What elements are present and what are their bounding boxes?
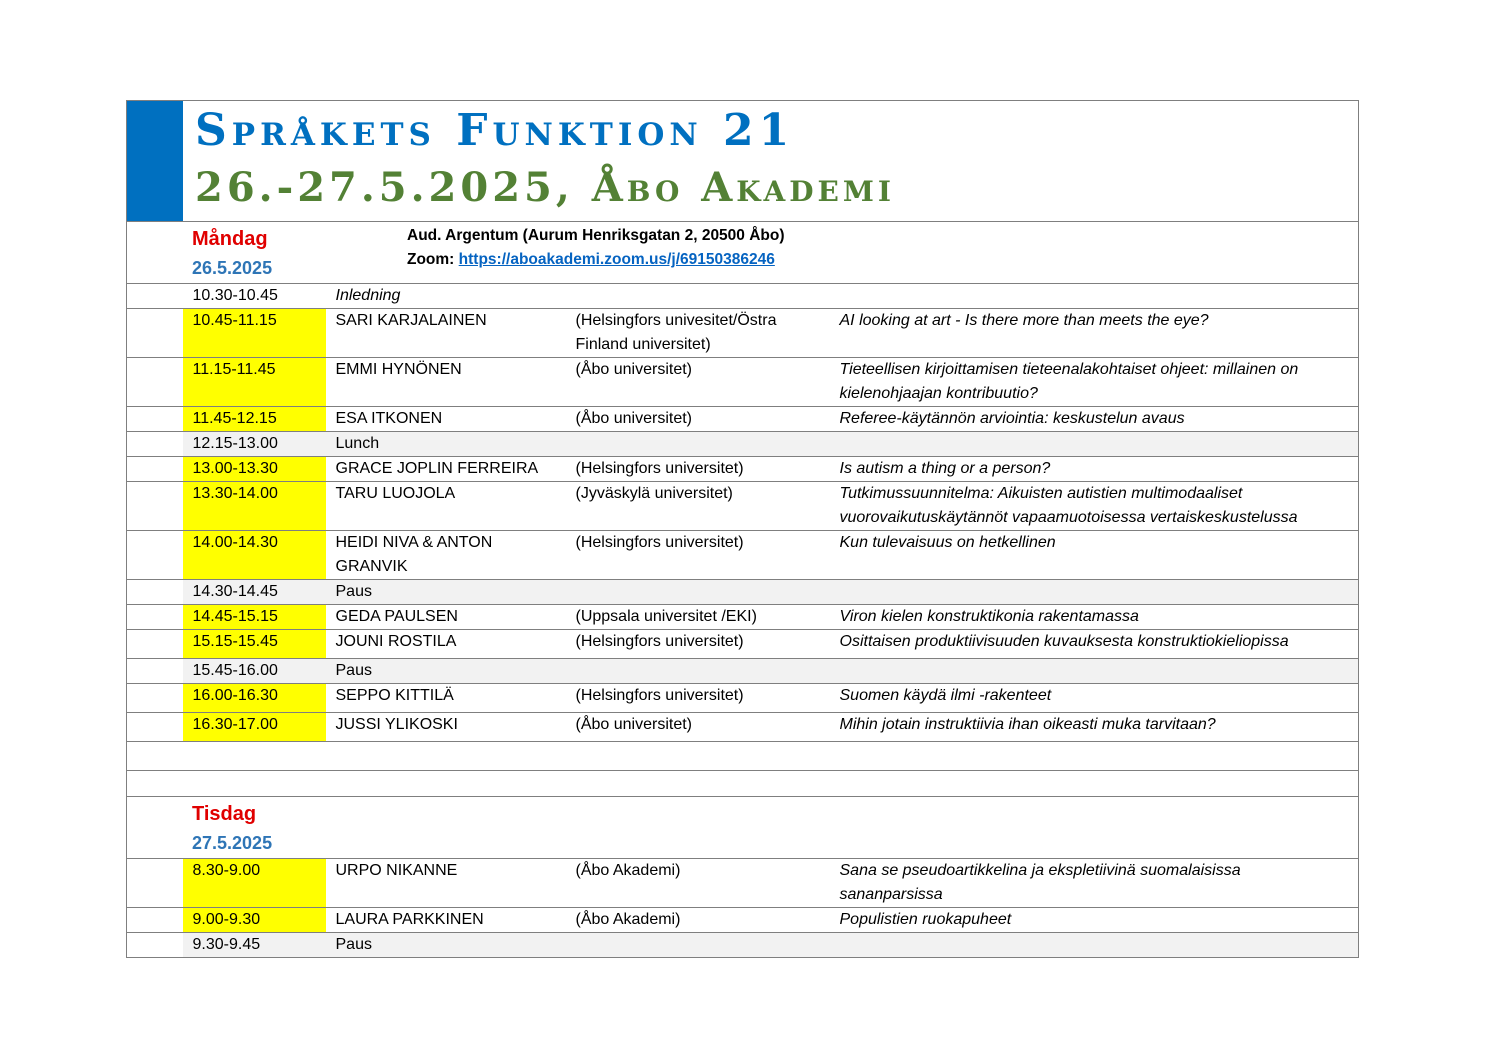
talk-title-cell [830, 580, 1359, 605]
speaker-cell: LAURA PARKKINEN [326, 907, 566, 932]
zoom-line [407, 248, 785, 272]
schedule-row [127, 605, 1359, 630]
spacer-cell [127, 284, 183, 309]
spacer-cell [127, 407, 183, 432]
affiliation-cell: (Åbo Akademi) [566, 858, 830, 907]
speaker-cell: Lunch [326, 432, 566, 457]
speaker-cell [326, 742, 566, 771]
time-cell: 14.45-15.15 [183, 605, 326, 630]
affiliation-cell: (Åbo universitet) [566, 358, 830, 407]
schedule-row [127, 432, 1359, 457]
affiliation-cell: (Helsingfors universitet) [566, 531, 830, 580]
speaker-cell: JUSSI YLIKOSKI [326, 713, 566, 742]
tuesday-schedule-table [126, 858, 1359, 958]
speaker-cell: Paus [326, 659, 566, 684]
time-cell: 9.00-9.30 [183, 907, 326, 932]
speaker-cell: Inledning [326, 284, 566, 309]
schedule-row [127, 932, 1359, 957]
spacer-cell [127, 771, 183, 796]
talk-title-cell: Tutkimussuunnitelma: Aikuisten autistien multimodaaliset vuorovaikutuskäytännöt vapaamuotoisessa vertaiskeskustelussa [830, 482, 1359, 531]
time-cell: 9.30-9.45 [183, 932, 326, 957]
speaker-cell: EMMI HYNÖNEN [326, 358, 566, 407]
talk-title-cell: Populistien ruokapuheet [830, 907, 1359, 932]
talk-title-cell: Suomen käydä ilmi -rakenteet [830, 684, 1359, 713]
time-cell [183, 742, 326, 771]
schedule-row [127, 580, 1359, 605]
time-cell: 12.15-13.00 [183, 432, 326, 457]
venue-address: Aud. Argentum (Aurum Henriksgatan 2, 20500 Åbo) [407, 227, 785, 244]
talk-title-cell: Referee-käytännön arviointia: keskustelun avaus [830, 407, 1359, 432]
speaker-cell: Paus [326, 580, 566, 605]
schedule-row [127, 482, 1359, 531]
time-cell: 13.30-14.00 [183, 482, 326, 531]
schedule-row [127, 742, 1359, 771]
spacer-cell [127, 482, 183, 531]
zoom-label: Zoom: [407, 251, 455, 268]
affiliation-cell: (Helsingfors universitet) [566, 457, 830, 482]
spacer-cell [127, 580, 183, 605]
affiliation-cell: (Helsingfors univesitet/Östra Finland universitet) [566, 309, 830, 358]
talk-title-cell: AI looking at art - Is there more than meets the eye? [830, 309, 1359, 358]
time-cell: 15.15-15.45 [183, 630, 326, 659]
day-name: Måndag [192, 228, 268, 250]
monday-schedule-table [126, 283, 1359, 796]
talk-title-cell: Viron kielen konstruktikonia rakentamassa [830, 605, 1359, 630]
time-cell: 15.45-16.00 [183, 659, 326, 684]
talk-title-cell: Is autism a thing or a person? [830, 457, 1359, 482]
talk-title-cell [830, 432, 1359, 457]
talk-title-cell: Osittaisen produktiivisuuden kuvauksesta konstruktiokieliopissa [830, 630, 1359, 659]
affiliation-cell [566, 659, 830, 684]
schedule-row [127, 858, 1359, 907]
affiliation-cell: (Helsingfors universitet) [566, 684, 830, 713]
spacer-cell [127, 713, 183, 742]
speaker-cell: URPO NIKANNE [326, 858, 566, 907]
schedule-row [127, 284, 1359, 309]
zoom-link[interactable]: https://aboakademi.zoom.us/j/69150386246 [458, 251, 775, 268]
talk-title-cell [830, 771, 1359, 796]
speaker-cell [326, 771, 566, 796]
time-cell: 16.00-16.30 [183, 684, 326, 713]
schedule-row [127, 407, 1359, 432]
spacer-cell [127, 742, 183, 771]
day-date: 27.5.2025 [192, 832, 273, 853]
time-cell [183, 771, 326, 796]
monday-header [126, 221, 1359, 283]
time-cell: 13.00-13.30 [183, 457, 326, 482]
time-cell: 8.30-9.00 [183, 858, 326, 907]
speaker-cell: JOUNI ROSTILA [326, 630, 566, 659]
schedule-row [127, 684, 1359, 713]
spacer-cell [127, 907, 183, 932]
schedule-row [127, 907, 1359, 932]
time-cell: 10.45-11.15 [183, 309, 326, 358]
speaker-cell: Paus [326, 932, 566, 957]
spacer-cell [127, 432, 183, 457]
schedule-page [126, 100, 1359, 958]
speaker-cell: GRACE JOPLIN FERREIRA [326, 457, 566, 482]
spacer-cell [127, 659, 183, 684]
talk-title-cell: Kun tulevaisuus on hetkellinen [830, 531, 1359, 580]
time-cell: 16.30-17.00 [183, 713, 326, 742]
spacer-cell [127, 309, 183, 358]
speaker-cell: TARU LUOJOLA [326, 482, 566, 531]
spacer-cell [127, 531, 183, 580]
affiliation-cell: (Uppsala universitet /EKI) [566, 605, 830, 630]
spacer-cell [127, 858, 183, 907]
time-cell: 14.00-14.30 [183, 531, 326, 580]
speaker-cell: ESA ITKONEN [326, 407, 566, 432]
time-cell: 11.45-12.15 [183, 407, 326, 432]
schedule-row [127, 630, 1359, 659]
talk-title-cell: Sana se pseudoartikkelina ja ekspletiivinä suomalaisissa sananparsissa [830, 858, 1359, 907]
speaker-cell: SARI KARJALAINEN [326, 309, 566, 358]
speaker-cell: GEDA PAULSEN [326, 605, 566, 630]
schedule-row [127, 309, 1359, 358]
schedule-row [127, 713, 1359, 742]
affiliation-cell: (Åbo universitet) [566, 407, 830, 432]
affiliation-cell: (Jyväskylä universitet) [566, 482, 830, 531]
talk-title-cell [830, 742, 1359, 771]
spacer-cell [127, 457, 183, 482]
header-accent-bar [127, 101, 183, 221]
talk-title-cell: Tieteellisen kirjoittamisen tieteenalakohtaiset ohjeet: millainen on kielenohjaajan kontribuutio? [830, 358, 1359, 407]
time-cell: 10.30-10.45 [183, 284, 326, 309]
day-name: Tisdag [192, 802, 257, 825]
schedule-row [127, 659, 1359, 684]
talk-title-cell [830, 932, 1359, 957]
spacer-cell [127, 684, 183, 713]
affiliation-cell: (Åbo Akademi) [566, 907, 830, 932]
day-date: 26.5.2025 [192, 258, 273, 278]
talk-title-cell [830, 659, 1359, 684]
venue-info [407, 224, 785, 272]
affiliation-cell [566, 932, 830, 957]
spacer-cell [127, 358, 183, 407]
talk-title-cell [830, 284, 1359, 309]
affiliation-cell: (Helsingfors universitet) [566, 630, 830, 659]
conference-dates-venue: 26.-27.5.2025, Åbo Akademi [195, 164, 895, 211]
affiliation-cell [566, 432, 830, 457]
affiliation-cell [566, 580, 830, 605]
spacer-cell [127, 932, 183, 957]
conference-header [126, 100, 1359, 221]
talk-title-cell: Mihin jotain instruktiivia ihan oikeasti muka tarvitaan? [830, 713, 1359, 742]
time-cell: 11.15-11.45 [183, 358, 326, 407]
schedule-row [127, 531, 1359, 580]
affiliation-cell: (Åbo universitet) [566, 713, 830, 742]
spacer-cell [127, 630, 183, 659]
schedule-row [127, 358, 1359, 407]
schedule-row [127, 771, 1359, 796]
tuesday-header [126, 796, 1359, 858]
schedule-row [127, 457, 1359, 482]
time-cell: 14.30-14.45 [183, 580, 326, 605]
affiliation-cell [566, 771, 830, 796]
speaker-cell: SEPPO KITTILÄ [326, 684, 566, 713]
affiliation-cell [566, 284, 830, 309]
conference-title: Språkets Funktion 21 [195, 105, 795, 156]
speaker-cell: HEIDI NIVA & ANTON GRANVIK [326, 531, 566, 580]
affiliation-cell [566, 742, 830, 771]
spacer-cell [127, 605, 183, 630]
